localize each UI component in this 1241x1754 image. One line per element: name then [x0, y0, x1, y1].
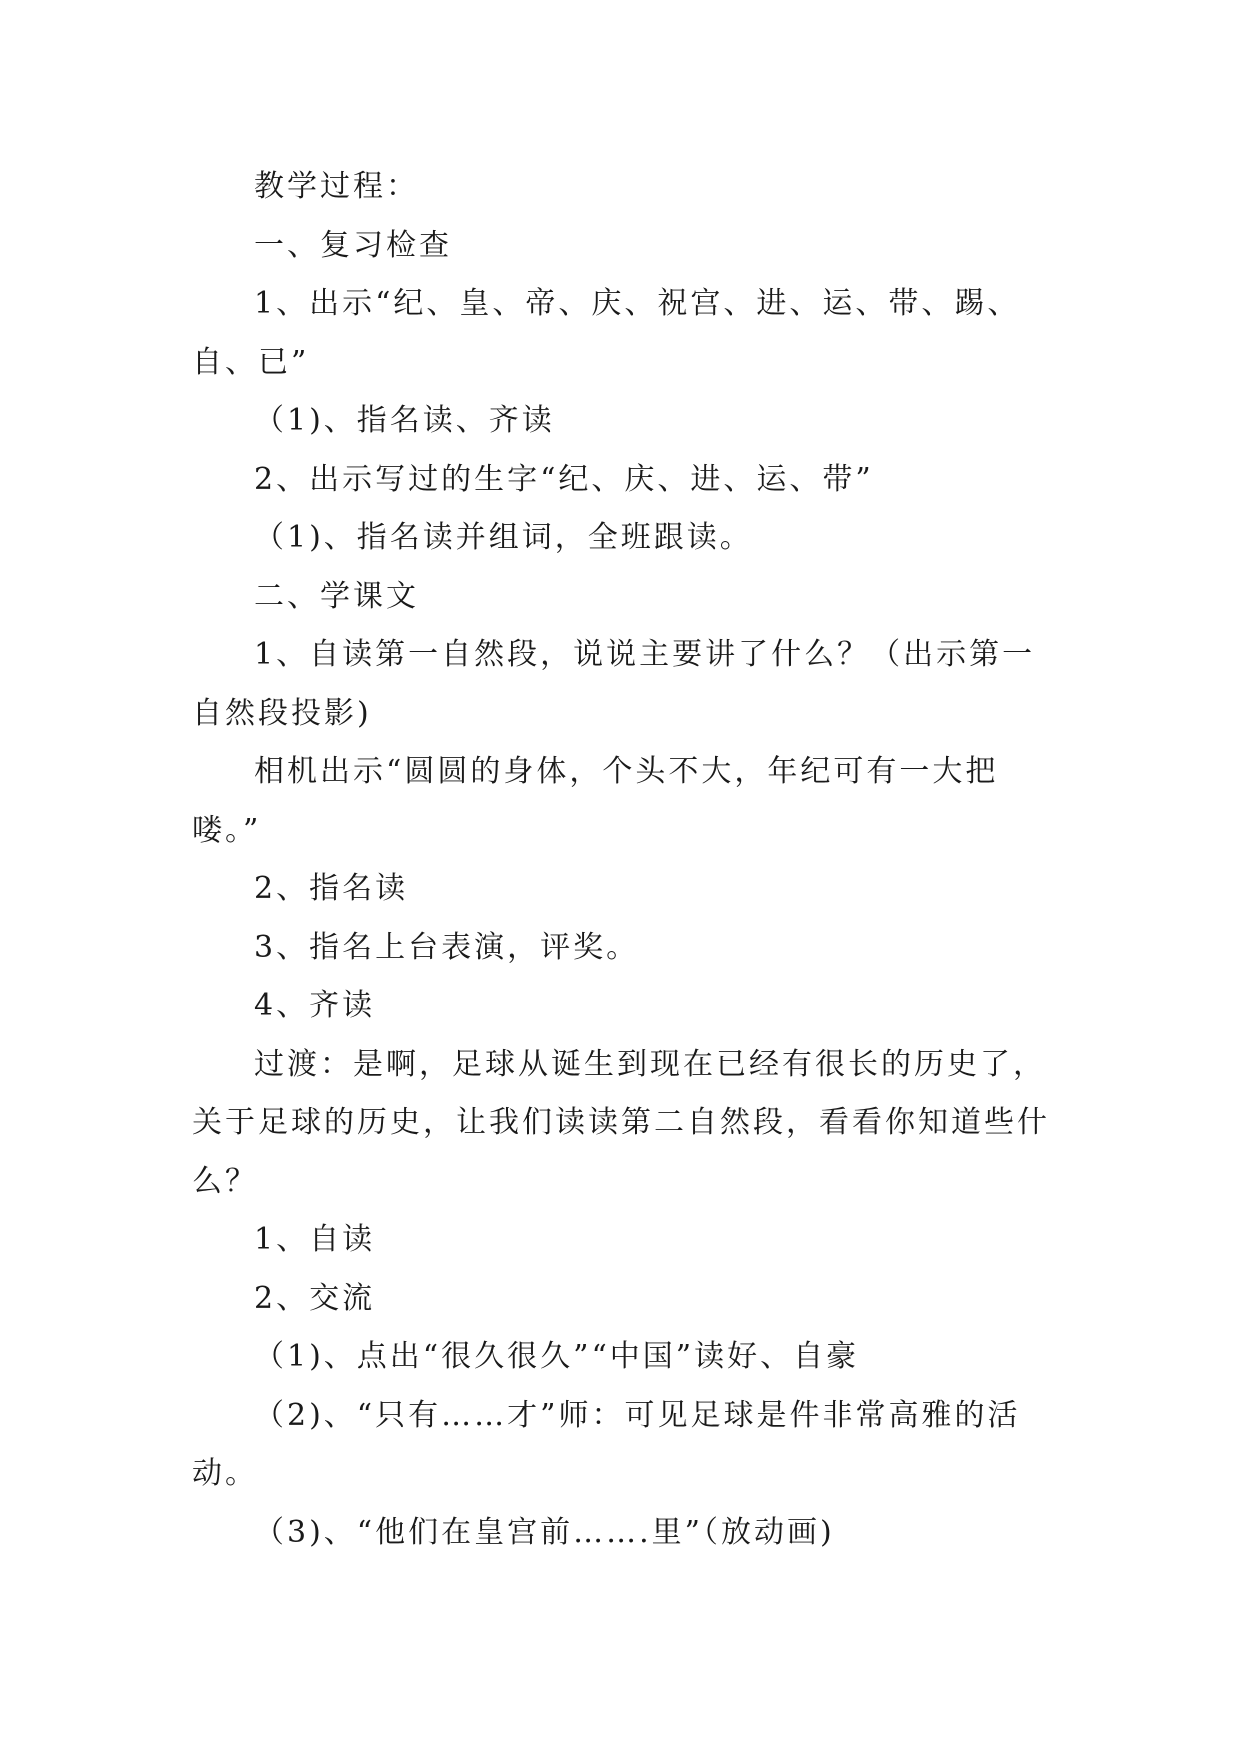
text-line: 喽。”	[192, 812, 262, 848]
text-line: 2、出示写过的生字“纪、庆、进、运、带”	[254, 461, 874, 497]
text-line: 一、复习检查	[254, 227, 452, 263]
text-line: 关于足球的历史，让我们读读第二自然段，看看你知道些什	[192, 1105, 1050, 1140]
text-line: （1)、指名读并组词，全班跟读。	[254, 520, 753, 555]
text-line: 1、出示“纪、皇、帝、庆、祝宫、进、运、带、踢、	[254, 286, 1021, 321]
text-line: 动。	[192, 1456, 258, 1491]
text-line: 二、学课文	[254, 578, 419, 614]
text-line: 2、指名读	[254, 871, 409, 906]
text-line: （2)、“只有……才”师：可见足球是件非常高雅的活	[254, 1397, 1021, 1433]
text-line: 3、指名上台表演，评奖。	[254, 929, 640, 965]
text-line: 1、自读第一自然段，说说主要讲了什么？（出示第一	[254, 637, 1036, 672]
text-line: （1)、点出“很久很久”“中国”读好、自豪	[254, 1339, 860, 1374]
text-line: （3)、“他们在皇宫前…….里”（放动画)	[254, 1514, 835, 1550]
text-line: （1)、指名读、齐读	[254, 403, 555, 438]
text-line: 教学过程：	[254, 169, 419, 204]
text-line: 1、自读	[254, 1222, 376, 1257]
text-line: 过渡：是啊，足球从诞生到现在已经有很长的历史了，	[254, 1046, 1046, 1082]
text-line: 4、齐读	[254, 988, 376, 1023]
text-line: 自、已”	[192, 344, 310, 380]
text-line: 么？	[192, 1163, 258, 1199]
text-line: 2、交流	[254, 1280, 376, 1316]
text-line: 相机出示“圆圆的身体，个头不大，年纪可有一大把	[254, 754, 999, 789]
text-line: 自然段投影)	[192, 695, 372, 731]
document-body	[192, 158, 1072, 1562]
